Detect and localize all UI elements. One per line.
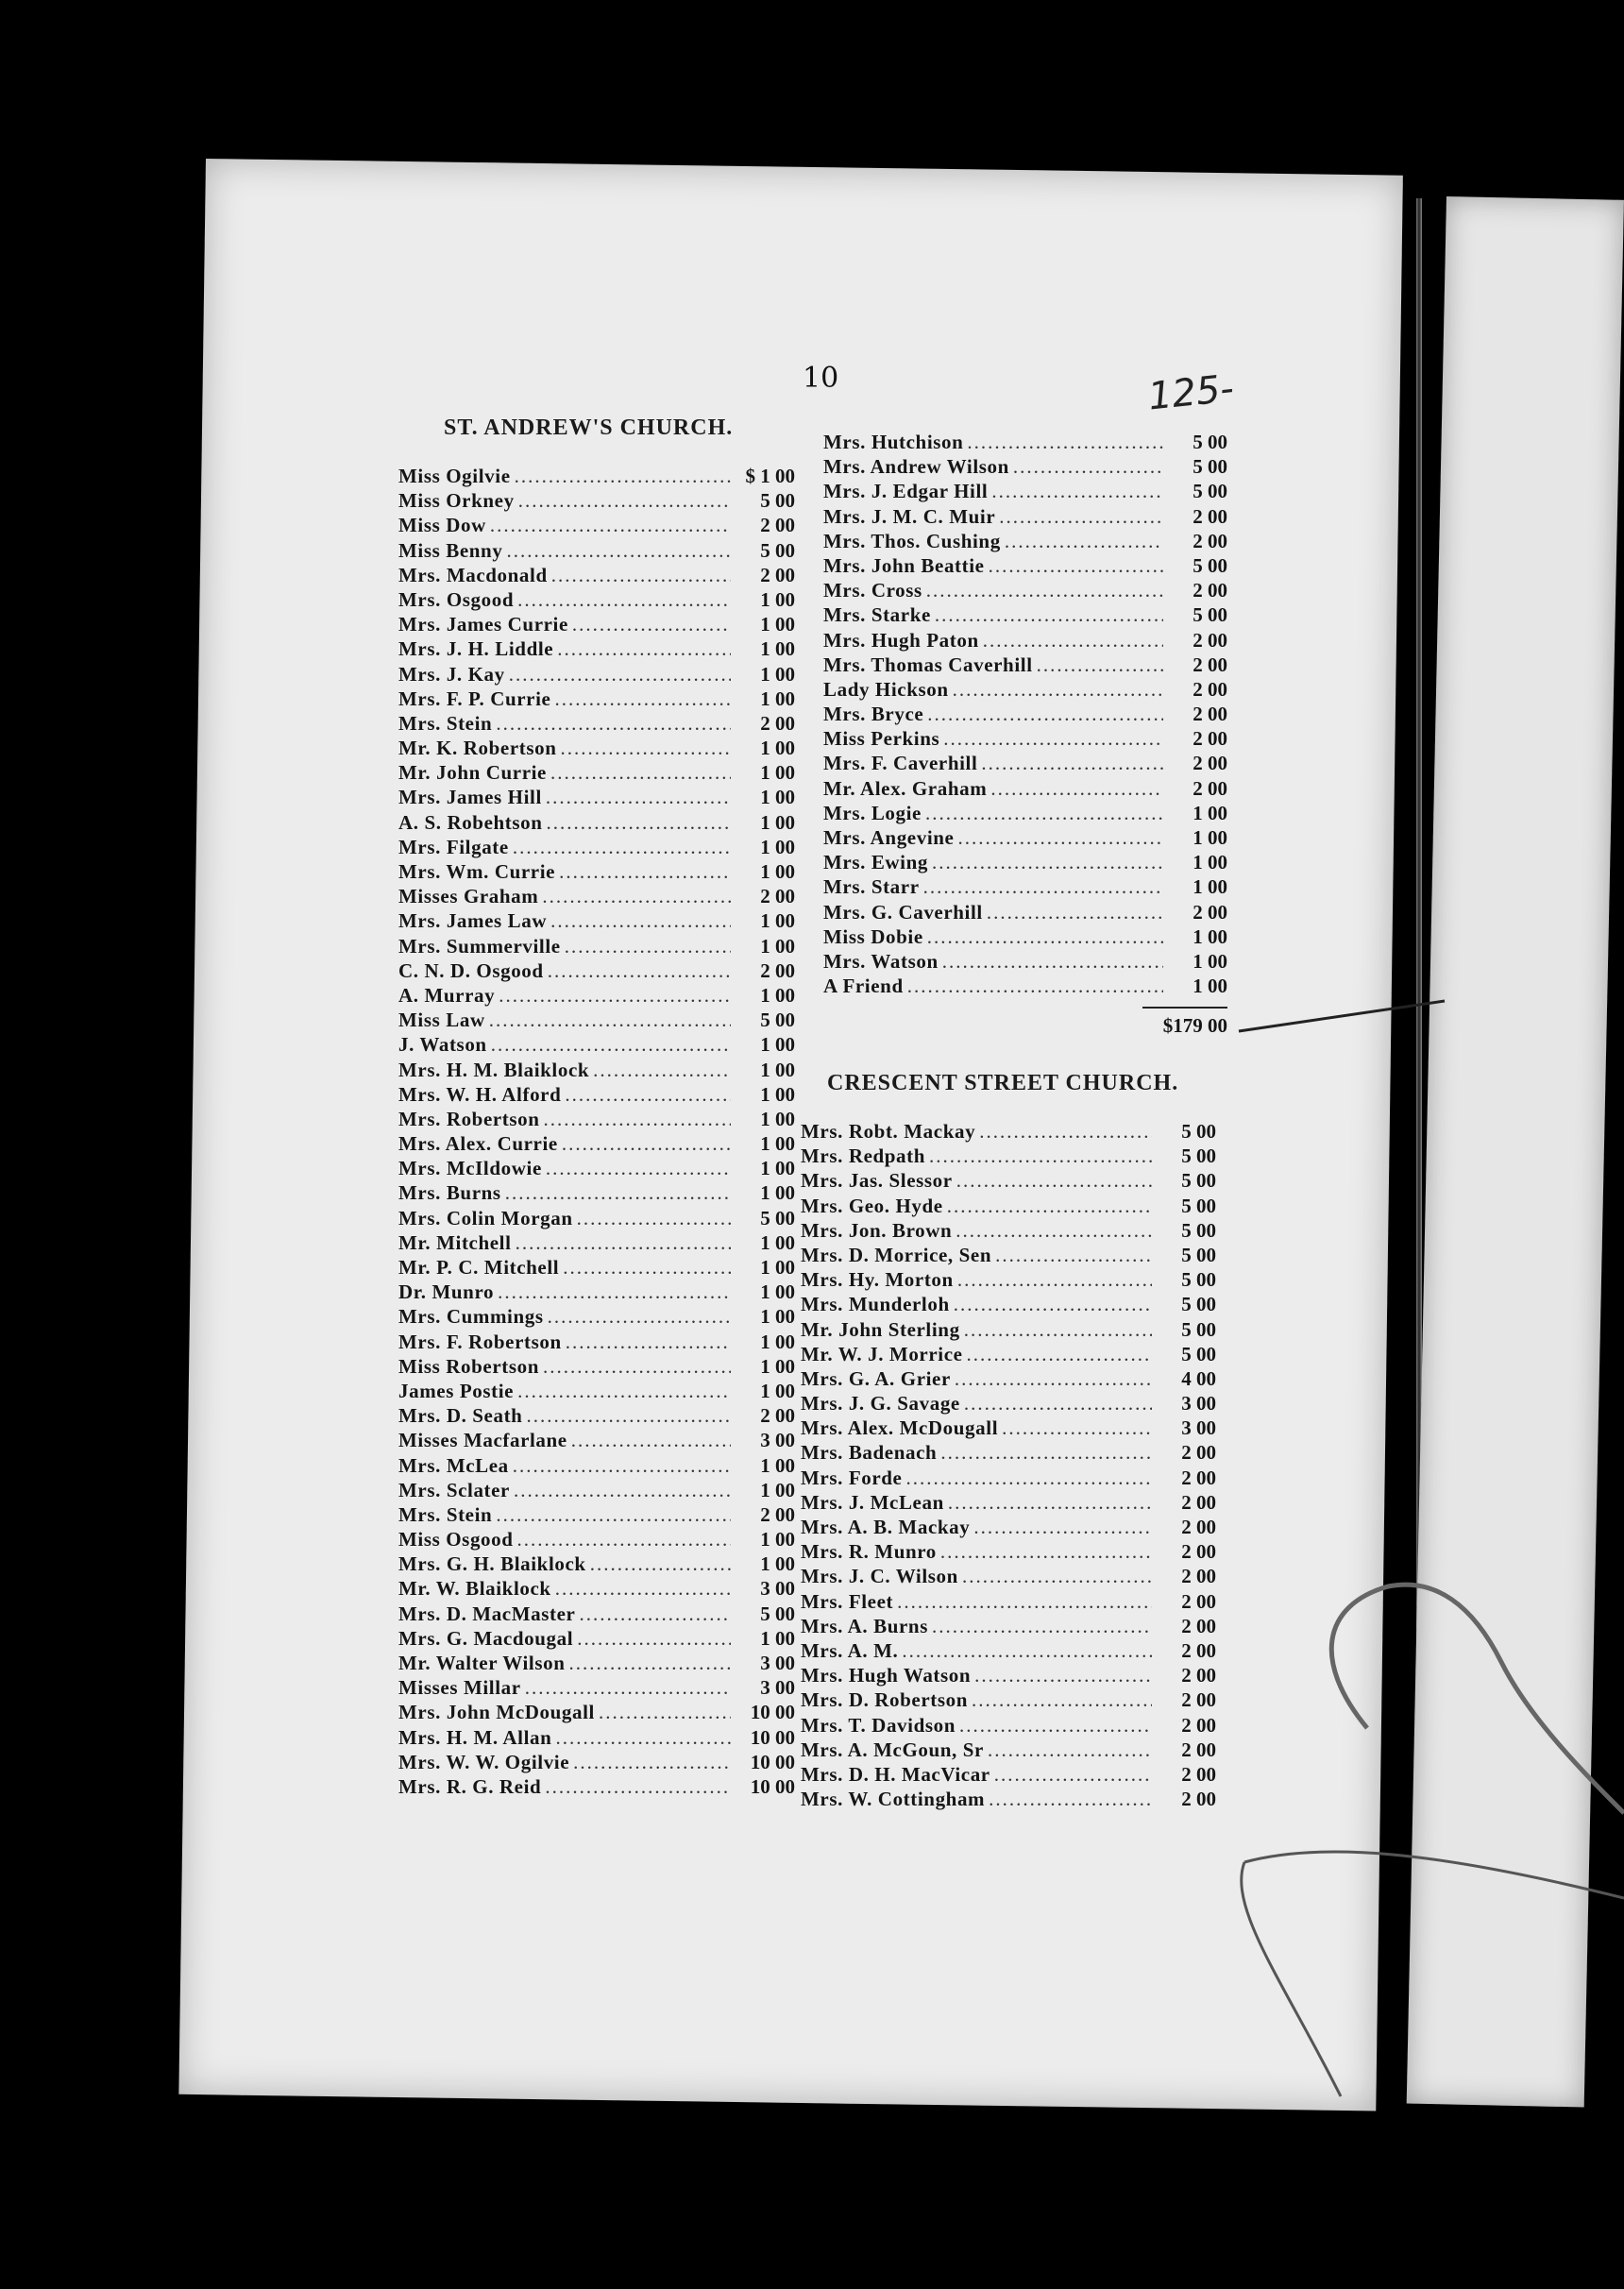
donor-name: Mr. P. C. Mitchell xyxy=(398,1256,560,1279)
donation-amount: 3 00 xyxy=(1181,1416,1216,1440)
donation-amount: 2 00 xyxy=(1181,1638,1216,1662)
donation-amount: 1 00 xyxy=(760,1058,795,1081)
donation-amount: 2 00 xyxy=(1181,1664,1216,1687)
donation-amount: 1 00 xyxy=(760,1082,795,1106)
donation-amount: 1 00 xyxy=(1193,924,1227,948)
donation-amount: 2 00 xyxy=(1193,579,1227,602)
donation-amount: 5 00 xyxy=(1193,431,1227,453)
donor-name: Mrs. A. M. xyxy=(801,1638,899,1662)
donor-name: Mrs. Jon. Brown xyxy=(801,1218,953,1242)
donation-amount: 4 00 xyxy=(1181,1366,1216,1390)
donor-name: Mrs. W. W. Ogilvie xyxy=(398,1750,570,1773)
donor-name: Mr. W. J. Morrice xyxy=(801,1342,963,1365)
donation-amount: 1 00 xyxy=(760,1280,795,1304)
donor-name: Mrs. J. Edgar Hill xyxy=(823,480,989,503)
donor-name: Mrs. Ewing xyxy=(823,851,928,874)
donor-name: Mrs. D. MacMaster xyxy=(398,1602,576,1625)
st-andrews-total: $179 00 xyxy=(1162,1014,1227,1038)
donor-name: Mrs. Hy. Morton xyxy=(801,1268,954,1292)
donor-name: Mr. Mitchell xyxy=(398,1230,512,1254)
donation-amount: 5 00 xyxy=(760,1602,795,1625)
donor-name: Mrs. Hugh Watson xyxy=(801,1664,972,1687)
donation-amount: 1 00 xyxy=(760,1552,795,1576)
donor-name: Mrs. A. Burns xyxy=(801,1614,928,1637)
donation-amount: 2 00 xyxy=(1193,727,1227,751)
donor-name: James Postie xyxy=(398,1379,515,1402)
donation-amount: 1 00 xyxy=(760,662,795,686)
donation-amount: 2 00 xyxy=(1181,1490,1216,1514)
donation-amount: 2 00 xyxy=(760,958,795,982)
donor-name: Mrs. G. A. Grier xyxy=(801,1366,951,1390)
donor-name: Mrs. Alex. Currie xyxy=(398,1132,558,1156)
donor-name: Mrs. John McDougall xyxy=(398,1701,595,1724)
donor-name: Mrs. Redpath xyxy=(801,1144,926,1168)
donation-amount: 1 00 xyxy=(760,1626,795,1650)
donor-name: Mrs. D. H. MacVicar xyxy=(801,1762,990,1786)
donation-amount: 5 00 xyxy=(1181,1120,1216,1143)
donation-amount: 2 00 xyxy=(1181,1738,1216,1761)
donor-name: Mrs. J. H. Liddle xyxy=(398,637,554,661)
donor-name: Misses Graham xyxy=(398,885,539,908)
donation-amount: 1 00 xyxy=(760,637,795,661)
donor-name: Mrs. Logie xyxy=(823,801,922,824)
donor-name: Mrs. F. P. Currie xyxy=(398,687,551,710)
donor-name: Mrs. F. Robertson xyxy=(398,1330,562,1353)
donation-amount: 1 00 xyxy=(760,1157,795,1180)
donor-name: Mr. Alex. Graham xyxy=(823,776,988,800)
donation-amount: 2 00 xyxy=(760,1502,795,1526)
donation-amount: 1 00 xyxy=(760,1181,795,1205)
donation-amount: 2 00 xyxy=(1193,628,1227,652)
donation-amount: 2 00 xyxy=(1193,900,1227,924)
crescent-street-heading: CRESCENT STREET CHURCH. xyxy=(827,1071,1179,1095)
donor-name: Mrs. Geo. Hyde xyxy=(801,1194,943,1217)
donation-amount: 5 00 xyxy=(1181,1169,1216,1193)
donor-name: Mrs. F. Caverhill xyxy=(823,752,978,775)
donation-amount: 1 00 xyxy=(760,1453,795,1477)
donor-name: Mrs. Hutchison xyxy=(823,431,964,453)
donation-amount: 10 00 xyxy=(750,1750,795,1773)
donor-name: Mrs. Jas. Slessor xyxy=(801,1169,953,1193)
donor-name: Mrs. James Law xyxy=(398,909,548,933)
donor-name: Mrs. Fleet xyxy=(801,1589,894,1613)
donor-name: Mrs. J. C. Wilson xyxy=(801,1565,958,1588)
donation-amount: 5 00 xyxy=(1181,1194,1216,1217)
donor-name: Mrs. Bryce xyxy=(823,703,924,726)
donation-amount: 5 00 xyxy=(1193,553,1227,577)
donor-name: Mrs. G. Macdougal xyxy=(398,1626,574,1650)
donor-name: Miss Perkins xyxy=(823,727,940,751)
donor-name: Mrs. Robertson xyxy=(398,1107,540,1130)
donor-name: Mrs. J. McLean xyxy=(801,1490,944,1514)
donation-amount: 5 00 xyxy=(1193,455,1227,479)
donor-name: A. Murray xyxy=(398,983,496,1007)
donation-amount: 1 00 xyxy=(760,761,795,785)
donation-amount: 1 00 xyxy=(760,786,795,809)
donor-name: Miss Law xyxy=(398,1009,485,1032)
donor-name: Mrs. A. B. Mackay xyxy=(801,1516,971,1538)
handwritten-note: 125- xyxy=(1145,366,1236,419)
donor-name: Miss Robertson xyxy=(398,1354,539,1378)
donation-amount: 2 00 xyxy=(760,885,795,908)
donation-amount: 2 00 xyxy=(1181,1589,1216,1613)
donor-name: Mrs. Wm. Currie xyxy=(398,860,556,883)
donor-name: Mrs. D. Morrice, Sen xyxy=(801,1243,992,1266)
donation-amount: 2 00 xyxy=(1193,703,1227,726)
donor-name: Mrs. Thos. Cushing xyxy=(823,529,1001,552)
donor-name: Miss Dobie xyxy=(823,924,923,948)
st-andrews-heading: ST. ANDREW'S CHURCH. xyxy=(444,415,734,440)
donation-amount: 2 00 xyxy=(1181,1441,1216,1465)
donation-amount: 10 00 xyxy=(750,1725,795,1749)
donor-name: Mrs. McLea xyxy=(398,1453,509,1477)
donor-name: Mrs. James Hill xyxy=(398,786,542,809)
donation-amount: 2 00 xyxy=(1181,1788,1216,1811)
donation-amount: 10 00 xyxy=(750,1701,795,1724)
donation-amount: 1 00 xyxy=(760,737,795,760)
donation-amount: 10 00 xyxy=(750,1774,795,1798)
donation-amount: 2 00 xyxy=(1193,653,1227,676)
donation-amount: 1 00 xyxy=(1193,826,1227,849)
donation-amount: 5 00 xyxy=(760,1009,795,1032)
donor-name: Mrs. Osgood xyxy=(398,587,515,611)
donor-name: A. S. Robehtson xyxy=(398,810,543,834)
donation-amount: 1 00 xyxy=(760,835,795,858)
donation-amount: 2 00 xyxy=(760,514,795,537)
donation-amount: 5 00 xyxy=(1193,480,1227,503)
donation-amount: 3 00 xyxy=(1181,1392,1216,1416)
donation-amount: 2 00 xyxy=(1181,1688,1216,1712)
donor-name: Mrs. R. G. Reid xyxy=(398,1774,542,1798)
donor-name: Mrs. H. M. Blaiklock xyxy=(398,1058,590,1081)
donor-name: Mrs. Andrew Wilson xyxy=(823,455,1009,479)
donor-name: Mrs. Robt. Mackay xyxy=(801,1120,976,1143)
donation-amount: 2 00 xyxy=(760,711,795,735)
donation-amount: 1 00 xyxy=(760,934,795,958)
donation-amount: 1 00 xyxy=(760,613,795,636)
donation-amount: 2 00 xyxy=(1181,1516,1216,1538)
donor-name: Mrs. G. Caverhill xyxy=(823,900,983,924)
donation-amount: 2 00 xyxy=(1181,1713,1216,1737)
donation-amount: $ 1 00 xyxy=(745,465,795,487)
donation-amount: 1 00 xyxy=(1193,975,1227,998)
donor-name: Mrs. J. Kay xyxy=(398,662,505,686)
donation-amount: 3 00 xyxy=(760,1577,795,1601)
donor-name: Mrs. W. H. Alford xyxy=(398,1082,562,1106)
donor-name: Mrs. R. Munro xyxy=(801,1540,937,1564)
donation-amount: 1 00 xyxy=(760,1256,795,1279)
donor-name: Mrs. John Beattie xyxy=(823,553,985,577)
donor-name: Mrs. Burns xyxy=(398,1181,501,1205)
donor-name: Mrs. W. Cottingham xyxy=(801,1788,986,1811)
donor-name: Mrs. Angevine xyxy=(823,826,955,849)
donor-name: Mrs. Alex. McDougall xyxy=(801,1416,999,1440)
donor-name: Mrs. H. M. Allan xyxy=(398,1725,552,1749)
donation-amount: 3 00 xyxy=(760,1652,795,1674)
donation-amount: 5 00 xyxy=(760,538,795,562)
donor-name: Mrs. J. G. Savage xyxy=(801,1392,960,1416)
donation-amount: 2 00 xyxy=(1181,1540,1216,1564)
donor-name: C. N. D. Osgood xyxy=(398,958,544,982)
donor-name: Mr. John Currie xyxy=(398,761,547,785)
donor-name: Misses Macfarlane xyxy=(398,1429,567,1452)
donor-name: Dr. Munro xyxy=(398,1280,495,1304)
donor-name: Mrs. T. Davidson xyxy=(801,1713,956,1737)
donation-amount: 2 00 xyxy=(1181,1565,1216,1588)
donor-name: A Friend xyxy=(823,975,904,998)
donation-amount: 2 00 xyxy=(1193,776,1227,800)
donation-amount: 2 00 xyxy=(1181,1614,1216,1637)
donation-amount: 1 00 xyxy=(1193,949,1227,973)
donation-amount: 1 00 xyxy=(760,1107,795,1130)
donor-name: Mrs. Starke xyxy=(823,603,931,627)
donation-amount: 5 00 xyxy=(1181,1268,1216,1292)
donor-name: Mr. Walter Wilson xyxy=(398,1652,566,1674)
donation-amount: 1 00 xyxy=(760,1528,795,1551)
donation-amount: 5 00 xyxy=(1181,1218,1216,1242)
donation-amount: 5 00 xyxy=(1181,1317,1216,1341)
donation-amount: 2 00 xyxy=(1193,677,1227,701)
donor-name: Mrs. Sclater xyxy=(398,1478,510,1501)
donor-name: Lady Hickson xyxy=(823,677,949,701)
donor-name: Mr. W. Blaiklock xyxy=(398,1577,551,1601)
donor-name: Miss Dow xyxy=(398,514,486,537)
donation-amount: 1 00 xyxy=(760,587,795,611)
donor-name: Mrs. Stein xyxy=(398,1502,493,1526)
donor-name: Mrs. Starr xyxy=(823,875,920,899)
donation-amount: 1 00 xyxy=(1193,851,1227,874)
donation-amount: 3 00 xyxy=(760,1429,795,1452)
donation-amount: 2 00 xyxy=(1181,1466,1216,1489)
donation-amount: 5 00 xyxy=(1181,1144,1216,1168)
donation-amount: 2 00 xyxy=(1193,504,1227,528)
donation-amount: 2 00 xyxy=(760,1404,795,1428)
donation-amount: 1 00 xyxy=(760,1033,795,1057)
donation-amount: 1 00 xyxy=(760,810,795,834)
donor-name: Mrs. J. M. C. Muir xyxy=(823,504,996,528)
donor-name: Miss Benny xyxy=(398,538,503,562)
donor-name: Mrs. Cummings xyxy=(398,1305,544,1329)
donation-amount: 1 00 xyxy=(760,687,795,710)
donation-amount: 2 00 xyxy=(760,563,795,586)
donation-amount: 5 00 xyxy=(1181,1342,1216,1365)
donor-name: Mr. John Sterling xyxy=(801,1317,960,1341)
donation-amount: 1 00 xyxy=(760,1305,795,1329)
donation-amount: 5 00 xyxy=(760,489,795,513)
donor-name: Miss Osgood xyxy=(398,1528,514,1551)
donor-name: Mrs. Colin Morgan xyxy=(398,1206,573,1229)
donor-name: Misses Millar xyxy=(398,1676,521,1700)
donor-name: Mrs. Watson xyxy=(823,949,939,973)
donation-amount: 5 00 xyxy=(1181,1293,1216,1316)
donation-amount: 2 00 xyxy=(1193,529,1227,552)
donation-amount: 2 00 xyxy=(1193,752,1227,775)
donation-amount: 5 00 xyxy=(1193,603,1227,627)
donation-amount: 1 00 xyxy=(1193,875,1227,899)
page-number: 10 xyxy=(803,362,839,395)
donor-name: Mrs. Thomas Caverhill xyxy=(823,653,1033,676)
donor-name: J. Watson xyxy=(398,1033,487,1057)
donor-name: Mrs. Stein xyxy=(398,711,493,735)
donation-amount: 1 00 xyxy=(760,983,795,1007)
donation-amount: 1 00 xyxy=(760,1132,795,1156)
donor-name: Miss Ogilvie xyxy=(398,465,511,487)
donor-name: Miss Orkney xyxy=(398,489,515,513)
donor-name: Mrs. G. H. Blaiklock xyxy=(398,1552,586,1576)
donor-name: Mrs. Hugh Paton xyxy=(823,628,979,652)
donor-name: Mrs. Summerville xyxy=(398,934,561,958)
donor-name: Mrs. Munderloh xyxy=(801,1293,950,1316)
donation-amount: 1 00 xyxy=(760,860,795,883)
donation-amount: 1 00 xyxy=(760,1478,795,1501)
donation-amount: 3 00 xyxy=(760,1676,795,1700)
donation-amount: 1 00 xyxy=(760,909,795,933)
donation-amount: 1 00 xyxy=(760,1230,795,1254)
donation-amount: 2 00 xyxy=(1181,1762,1216,1786)
donor-name: Mrs. Macdonald xyxy=(398,563,548,586)
donation-amount: 1 00 xyxy=(1193,801,1227,824)
donor-name: Mrs. Cross xyxy=(823,579,922,602)
donation-amount: 5 00 xyxy=(760,1206,795,1229)
donor-name: Mrs. Forde xyxy=(801,1466,903,1489)
donor-name: Mrs. D. Seath xyxy=(398,1404,523,1428)
donation-amount: 1 00 xyxy=(760,1354,795,1378)
donor-name: Mrs. McIldowie xyxy=(398,1157,542,1180)
donor-name: Mrs. Filgate xyxy=(398,835,509,858)
donation-amount: 5 00 xyxy=(1181,1243,1216,1266)
donor-name: Mrs. James Currie xyxy=(398,613,568,636)
donor-name: Mrs. A. McGoun, Sr xyxy=(801,1738,984,1761)
donor-name: Mr. K. Robertson xyxy=(398,737,557,760)
donor-name: Mrs. Badenach xyxy=(801,1441,938,1465)
donation-amount: 1 00 xyxy=(760,1379,795,1402)
donation-amount: 1 00 xyxy=(760,1330,795,1353)
donor-name: Mrs. D. Robertson xyxy=(801,1688,969,1712)
